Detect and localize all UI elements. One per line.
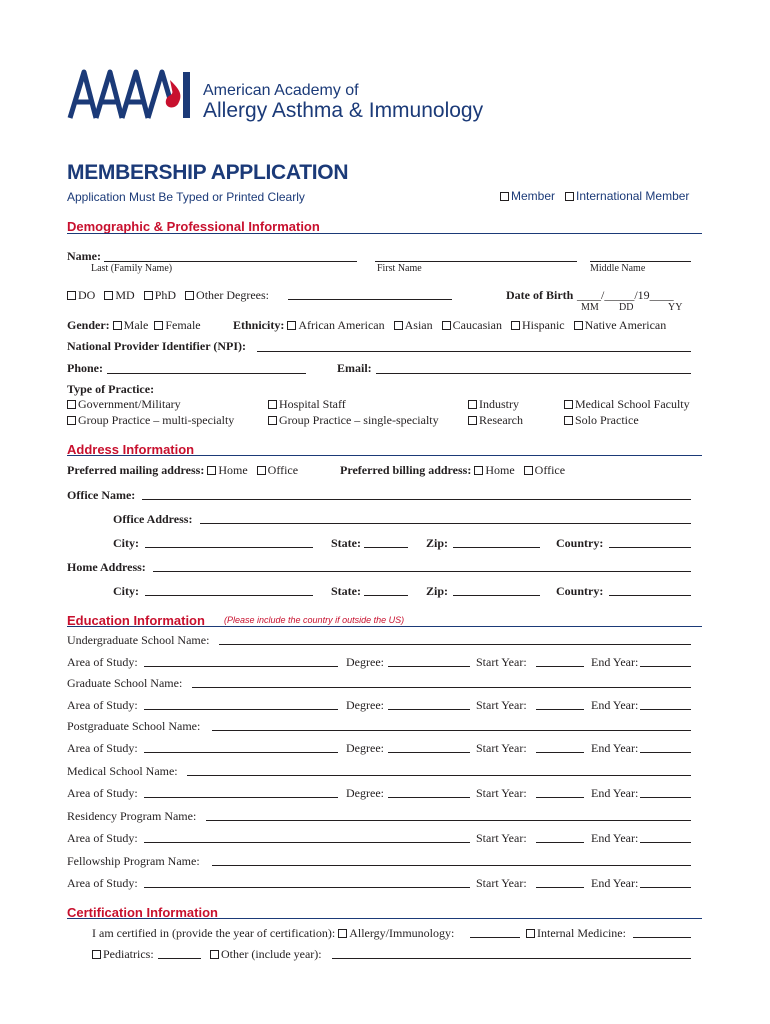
home-zip-label: Zip: xyxy=(426,584,449,598)
female-label: Female xyxy=(165,318,201,332)
pediatrics-checkbox[interactable] xyxy=(92,950,101,959)
name-label: Name: xyxy=(67,249,101,263)
medical-start-field[interactable] xyxy=(536,797,584,798)
gender-row xyxy=(67,318,201,332)
fellowship-program-label: Fellowship Program Name: xyxy=(67,854,200,868)
org-name-line2: Allergy Asthma & Immunology xyxy=(203,99,484,122)
allergy-immunology-label: Allergy/Immunology: xyxy=(349,926,455,940)
undergrad-degree-label: Degree: xyxy=(346,655,384,669)
do-checkbox[interactable] xyxy=(67,291,76,300)
home-zip-field[interactable] xyxy=(453,595,540,596)
email-field[interactable] xyxy=(376,373,691,374)
undergrad-school-field[interactable] xyxy=(219,644,691,645)
residency-program-label: Residency Program Name: xyxy=(67,809,197,823)
medical-end-label: End Year: xyxy=(591,786,639,800)
other-cert-field[interactable] xyxy=(332,958,691,959)
graduate-school-field[interactable] xyxy=(192,687,691,688)
postgrad-start-label: Start Year: xyxy=(476,741,527,755)
phone-label: Phone: xyxy=(67,361,103,375)
graduate-end-label: End Year: xyxy=(591,698,639,712)
solo-practice-checkbox[interactable] xyxy=(564,416,573,425)
other-cert-checkbox[interactable] xyxy=(210,950,219,959)
government-military-label: Government/Military xyxy=(78,397,181,411)
office-name-label: Office Name: xyxy=(67,488,136,502)
home-country-label: Country: xyxy=(556,584,604,598)
certified-label: I am certified in (provide the year of certification): xyxy=(92,926,336,940)
dob-mm-caption: MM xyxy=(581,302,599,313)
education-note: (Please include the country if outside the US) xyxy=(224,615,405,625)
office-address-label: Office Address: xyxy=(113,512,193,526)
residency-start-field[interactable] xyxy=(536,842,584,843)
group-multi-checkbox[interactable] xyxy=(67,416,76,425)
office-address-field[interactable] xyxy=(200,523,691,524)
internal-medicine-checkbox[interactable] xyxy=(526,929,535,938)
graduate-start-label: Start Year: xyxy=(476,698,527,712)
female-checkbox[interactable] xyxy=(154,321,163,330)
dob-dd-caption: DD xyxy=(619,302,634,313)
postgrad-area-field[interactable] xyxy=(144,752,338,753)
org-name-line1: American Academy of xyxy=(203,82,359,99)
postgrad-end-label: End Year: xyxy=(591,741,639,755)
industry-label: Industry xyxy=(479,397,519,411)
fellowship-program-field[interactable] xyxy=(212,865,691,866)
md-label: MD xyxy=(115,288,135,302)
billing-address-row xyxy=(340,463,565,477)
fellowship-end-label: End Year: xyxy=(591,876,639,890)
residency-end-field[interactable] xyxy=(640,842,691,843)
solo-practice-label: Solo Practice xyxy=(575,413,639,427)
pediatrics-label: Pediatrics: xyxy=(103,947,154,961)
middle-name-field[interactable] xyxy=(590,261,691,262)
postgrad-degree-label: Degree: xyxy=(346,741,384,755)
fellowship-area-label: Area of Study: xyxy=(67,876,138,890)
group-single-checkbox[interactable] xyxy=(268,416,277,425)
medical-school-label: Medical School Name: xyxy=(67,764,178,778)
research-label: Research xyxy=(479,413,523,427)
graduate-area-label: Area of Study: xyxy=(67,698,138,712)
email-label: Email: xyxy=(337,361,372,375)
african-american-checkbox[interactable] xyxy=(287,321,296,330)
home-state-label: State: xyxy=(331,584,361,598)
internal-medicine-label: Internal Medicine: xyxy=(537,926,626,940)
residency-area-label: Area of Study: xyxy=(67,831,138,845)
group-single-label: Group Practice – single-specialty xyxy=(279,413,439,427)
internal-medicine-option xyxy=(526,926,626,940)
phd-checkbox[interactable] xyxy=(144,291,153,300)
practice-col-1 xyxy=(67,397,234,427)
section-divider xyxy=(67,455,702,456)
research-checkbox[interactable] xyxy=(468,416,477,425)
postgrad-school-label: Postgraduate School Name: xyxy=(67,719,201,733)
dob-field[interactable]: ____/_____/19____ xyxy=(577,288,674,302)
home-country-field[interactable] xyxy=(609,595,691,596)
last-name-field[interactable] xyxy=(104,261,357,262)
group-multi-label: Group Practice – multi-specialty xyxy=(78,413,235,427)
male-label: Male xyxy=(123,318,149,332)
graduate-school-label: Graduate School Name: xyxy=(67,676,183,690)
office-state-field[interactable] xyxy=(364,547,408,548)
med-school-faculty-checkbox[interactable] xyxy=(564,400,573,409)
other-degree-label: Other Degrees: xyxy=(196,288,269,302)
ethnicity-label: Ethnicity: xyxy=(233,318,285,332)
home-city-field[interactable] xyxy=(145,595,313,596)
gender-label: Gender: xyxy=(67,318,110,332)
hispanic-checkbox[interactable] xyxy=(511,321,520,330)
caucasian-checkbox[interactable] xyxy=(442,321,451,330)
medical-end-field[interactable] xyxy=(640,797,691,798)
practice-col-4 xyxy=(564,397,690,427)
medical-degree-field[interactable] xyxy=(388,797,470,798)
mailing-office-label: Office xyxy=(267,463,299,477)
office-country-label: Country: xyxy=(556,536,604,550)
phd-label: PhD xyxy=(154,288,177,302)
md-checkbox[interactable] xyxy=(104,291,113,300)
aaaai-logo-mark xyxy=(66,66,196,122)
billing-home-checkbox[interactable] xyxy=(474,466,483,475)
other-cert-option xyxy=(210,947,322,961)
first-name-field[interactable] xyxy=(375,261,577,262)
section-divider xyxy=(67,626,702,627)
international-member-label: International Member xyxy=(576,189,690,203)
section-certification: Certification Information xyxy=(67,905,218,920)
section-address: Address Information xyxy=(67,442,195,457)
postgrad-start-field[interactable] xyxy=(536,752,584,753)
native-american-label: Native American xyxy=(584,318,667,332)
medical-area-label: Area of Study: xyxy=(67,786,138,800)
member-checkbox[interactable] xyxy=(500,192,509,201)
other-cert-label: Other (include year): xyxy=(221,947,322,961)
middle-name-caption: Middle Name xyxy=(590,263,646,274)
ethnicity-row xyxy=(233,318,666,332)
office-name-field[interactable] xyxy=(142,499,691,500)
fellowship-end-field[interactable] xyxy=(640,887,691,888)
international-member-checkbox[interactable] xyxy=(565,192,574,201)
undergrad-degree-field[interactable] xyxy=(388,666,470,667)
undergrad-area-field[interactable] xyxy=(144,666,338,667)
undergrad-start-field[interactable] xyxy=(536,666,584,667)
certified-row xyxy=(92,926,454,940)
degree-options xyxy=(67,288,269,302)
caucasian-label: Caucasian xyxy=(452,318,502,332)
office-zip-field[interactable] xyxy=(453,547,540,548)
logo xyxy=(66,66,196,122)
practice-col-3 xyxy=(468,397,523,427)
medical-start-label: Start Year: xyxy=(476,786,527,800)
undergrad-end-field[interactable] xyxy=(640,666,691,667)
residency-end-label: End Year: xyxy=(591,831,639,845)
hospital-staff-checkbox[interactable] xyxy=(268,400,277,409)
office-state-label: State: xyxy=(331,536,361,550)
npi-label: National Provider Identifier (NPI): xyxy=(67,339,246,353)
residency-start-label: Start Year: xyxy=(476,831,527,845)
billing-office-checkbox[interactable] xyxy=(524,466,533,475)
member-label: Member xyxy=(511,189,556,203)
male-checkbox[interactable] xyxy=(113,321,122,330)
medical-degree-label: Degree: xyxy=(346,786,384,800)
section-divider xyxy=(67,918,702,919)
billing-office-label: Office xyxy=(534,463,566,477)
postgrad-area-label: Area of Study: xyxy=(67,741,138,755)
fellowship-start-label: Start Year: xyxy=(476,876,527,890)
graduate-degree-label: Degree: xyxy=(346,698,384,712)
fellowship-area-field[interactable] xyxy=(144,887,470,888)
postgrad-degree-field[interactable] xyxy=(388,752,470,753)
hispanic-label: Hispanic xyxy=(521,318,565,332)
practice-type-label: Type of Practice: xyxy=(67,382,155,396)
pediatrics-option xyxy=(92,947,154,961)
office-city-label: City: xyxy=(113,536,139,550)
mailing-address-row xyxy=(67,463,298,477)
npi-field[interactable] xyxy=(257,351,691,352)
government-military-checkbox[interactable] xyxy=(67,400,76,409)
dob-yy-caption: YY xyxy=(668,302,683,313)
home-state-field[interactable] xyxy=(364,595,408,596)
section-demographic: Demographic & Professional Information xyxy=(67,219,320,234)
dob-label: Date of Birth xyxy=(506,288,574,302)
instruction-text: Application Must Be Typed or Printed Clearly xyxy=(67,190,305,204)
billing-address-label: Preferred billing address: xyxy=(340,463,472,477)
other-degree-checkbox[interactable] xyxy=(185,291,194,300)
residency-program-field[interactable] xyxy=(206,820,691,821)
undergrad-end-label: End Year: xyxy=(591,655,639,669)
member-type-options xyxy=(500,189,689,203)
first-name-caption: First Name xyxy=(377,263,422,274)
pediatrics-year-field[interactable] xyxy=(158,958,201,959)
fellowship-start-field[interactable] xyxy=(536,887,584,888)
mailing-office-checkbox[interactable] xyxy=(257,466,266,475)
postgrad-end-field[interactable] xyxy=(640,752,691,753)
postgrad-school-field[interactable] xyxy=(212,730,691,731)
other-degrees-field[interactable] xyxy=(288,299,452,300)
mailing-home-label: Home xyxy=(218,463,248,477)
page-title: MEMBERSHIP APPLICATION xyxy=(67,161,349,184)
graduate-degree-field[interactable] xyxy=(388,709,470,710)
undergrad-start-label: Start Year: xyxy=(476,655,527,669)
last-name-caption: Last (Family Name) xyxy=(91,263,173,274)
graduate-area-field[interactable] xyxy=(144,709,338,710)
home-address-label: Home Address: xyxy=(67,560,146,574)
office-country-field[interactable] xyxy=(609,547,691,548)
home-address-field[interactable] xyxy=(153,571,691,572)
section-divider xyxy=(67,233,702,234)
medical-area-field[interactable] xyxy=(144,797,338,798)
asian-checkbox[interactable] xyxy=(394,321,403,330)
allergy-immunology-checkbox[interactable] xyxy=(338,929,347,938)
mailing-address-label: Preferred mailing address: xyxy=(67,463,205,477)
office-city-field[interactable] xyxy=(145,547,313,548)
native-american-checkbox[interactable] xyxy=(574,321,583,330)
allergy-immunology-year-field[interactable] xyxy=(470,937,520,938)
industry-checkbox[interactable] xyxy=(468,400,477,409)
med-school-faculty-label: Medical School Faculty xyxy=(575,397,690,411)
internal-medicine-year-field[interactable] xyxy=(633,937,691,938)
undergrad-area-label: Area of Study: xyxy=(67,655,138,669)
do-label: DO xyxy=(78,288,96,302)
graduate-start-field[interactable] xyxy=(536,709,584,710)
residency-area-field[interactable] xyxy=(144,842,470,843)
asian-label: Asian xyxy=(404,318,433,332)
african-american-label: African American xyxy=(298,318,385,332)
undergrad-school-label: Undergraduate School Name: xyxy=(67,633,210,647)
billing-home-label: Home xyxy=(485,463,515,477)
home-city-label: City: xyxy=(113,584,139,598)
graduate-end-field[interactable] xyxy=(640,709,691,710)
medical-school-field[interactable] xyxy=(187,775,691,776)
office-zip-label: Zip: xyxy=(426,536,449,550)
phone-field[interactable] xyxy=(107,373,306,374)
practice-col-2 xyxy=(268,397,439,427)
section-education: Education Information xyxy=(67,613,205,628)
hospital-staff-label: Hospital Staff xyxy=(279,397,346,411)
mailing-home-checkbox[interactable] xyxy=(207,466,216,475)
